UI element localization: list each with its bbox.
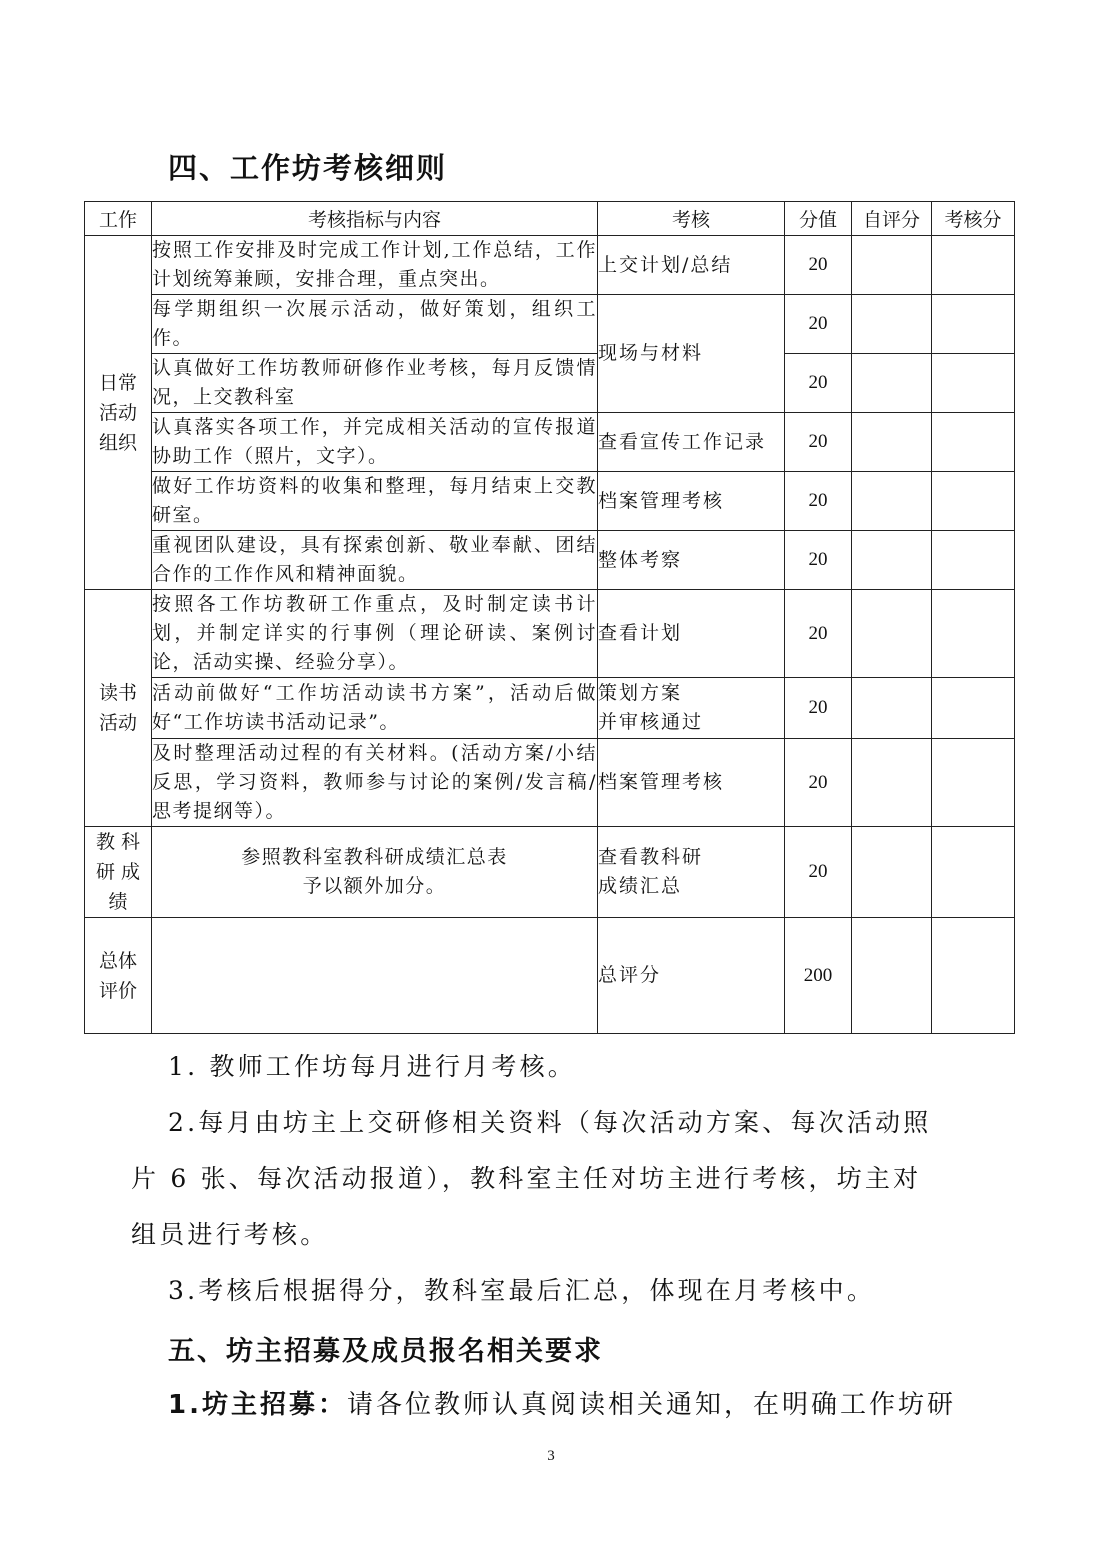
self-score-cell[interactable] xyxy=(852,827,932,918)
score-cell: 20 xyxy=(785,354,852,413)
content-cell xyxy=(152,918,598,1034)
table-row xyxy=(85,739,1015,827)
table-row xyxy=(85,236,1015,295)
score-cell: 20 xyxy=(785,827,852,918)
header-content: 考核指标与内容 xyxy=(152,202,598,236)
self-score-cell[interactable] xyxy=(852,739,932,827)
table-row xyxy=(85,413,1015,472)
note-line-3: 片 6 张、每次活动报道），教科室主任对坊主进行考核，坊主对 xyxy=(131,1164,922,1193)
method-cell: 档案管理考核 xyxy=(598,472,785,531)
final-score-cell[interactable] xyxy=(932,413,1015,472)
note-line-5: 3.考核后根据得分，教科室最后汇总，体现在月考核中。 xyxy=(168,1276,876,1305)
final-score-cell[interactable] xyxy=(932,827,1015,918)
content-cell: 活动前做好“工作坊活动读书方案”，活动后做好“工作坊读书活动记录”。 xyxy=(152,678,598,739)
self-score-cell[interactable] xyxy=(852,295,932,354)
table-row xyxy=(85,918,1015,1034)
method-cell: 策划方案 并审核通过 xyxy=(598,678,785,739)
header-final-score: 考核分 xyxy=(932,202,1015,236)
score-cell: 20 xyxy=(785,590,852,678)
table-row xyxy=(85,531,1015,590)
content-cell: 参照教科室教科研成绩汇总表 予以额外加分。 xyxy=(152,827,598,918)
page-number: 3 xyxy=(547,1448,555,1464)
category-overall: 总体 评价 xyxy=(85,918,152,1034)
score-cell: 20 xyxy=(785,472,852,531)
method-cell: 查看教科研 成绩汇总 xyxy=(598,827,785,918)
final-score-cell[interactable] xyxy=(932,918,1015,1034)
content-cell: 按照各工作坊教研工作重点，及时制定读书计划，并制定详实的行事例（理论研读、案例讨论，活动实操、经验分享）。 xyxy=(152,590,598,678)
self-score-cell[interactable] xyxy=(852,531,932,590)
final-score-cell[interactable] xyxy=(932,236,1015,295)
score-cell: 200 xyxy=(785,918,852,1034)
content-cell: 每学期组织一次展示活动，做好策划，组织工作。 xyxy=(152,295,598,354)
self-score-cell[interactable] xyxy=(852,918,932,1034)
score-cell: 20 xyxy=(785,295,852,354)
table-row xyxy=(85,590,1015,678)
self-score-cell[interactable] xyxy=(852,472,932,531)
category-reading: 读书 活动 xyxy=(85,590,152,827)
content-cell: 重视团队建设，具有探索创新、敬业奉献、团结合作的工作作风和精神面貌。 xyxy=(152,531,598,590)
assessment-table xyxy=(84,201,1015,1034)
content-cell: 及时整理活动过程的有关材料。(活动方案/小结反思，学习资料，教师参与讨论的案例/发言稿/思考提纲等）。 xyxy=(152,739,598,827)
note-line-1: 1. 教师工作坊每月进行月考核。 xyxy=(168,1052,577,1081)
final-score-cell[interactable] xyxy=(932,590,1015,678)
method-cell: 上交计划/总结 xyxy=(598,236,785,295)
table-row xyxy=(85,354,1015,413)
section-title-recruitment: 五、坊主招募及成员报名相关要求 xyxy=(168,1336,603,1367)
method-cell: 查看宣传工作记录 xyxy=(598,413,785,472)
score-cell: 20 xyxy=(785,413,852,472)
category-daily: 日常 活动 组织 xyxy=(85,236,152,590)
recruit-paragraph xyxy=(168,1384,956,1421)
score-cell: 20 xyxy=(785,236,852,295)
content-cell: 认真做好工作坊教师研修作业考核，每月反馈情况，上交教科室 xyxy=(152,354,598,413)
method-cell: 查看计划 xyxy=(598,590,785,678)
table-row xyxy=(85,678,1015,739)
header-method: 考核 xyxy=(598,202,785,236)
self-score-cell[interactable] xyxy=(852,413,932,472)
self-score-cell[interactable] xyxy=(852,678,932,739)
note-line-4: 组员进行考核。 xyxy=(131,1220,329,1249)
score-cell: 20 xyxy=(785,531,852,590)
self-score-cell[interactable] xyxy=(852,236,932,295)
final-score-cell[interactable] xyxy=(932,739,1015,827)
method-cell: 档案管理考核 xyxy=(598,739,785,827)
final-score-cell[interactable] xyxy=(932,678,1015,739)
score-cell: 20 xyxy=(785,739,852,827)
content-cell: 认真落实各项工作，并完成相关活动的宣传报道协助工作（照片，文字）。 xyxy=(152,413,598,472)
final-score-cell[interactable] xyxy=(932,472,1015,531)
table-row xyxy=(85,827,1015,918)
method-cell: 总评分 xyxy=(598,918,785,1034)
final-score-cell[interactable] xyxy=(932,295,1015,354)
self-score-cell[interactable] xyxy=(852,354,932,413)
header-category: 工作 xyxy=(85,202,152,236)
content-cell: 做好工作坊资料的收集和整理，每月结束上交教研室。 xyxy=(152,472,598,531)
score-cell: 20 xyxy=(785,678,852,739)
table-row xyxy=(85,472,1015,531)
self-score-cell[interactable] xyxy=(852,590,932,678)
final-score-cell[interactable] xyxy=(932,354,1015,413)
header-self-score: 自评分 xyxy=(852,202,932,236)
header-score: 分值 xyxy=(785,202,852,236)
method-cell: 整体考察 xyxy=(598,531,785,590)
method-cell: 现场与材料 xyxy=(598,295,785,413)
content-cell: 按照工作安排及时完成工作计划,工作总结，工作计划统筹兼顾，安排合理，重点突出。 xyxy=(152,236,598,295)
note-line-2: 2.每月由坊主上交研修相关资料（每次活动方案、每次活动照 xyxy=(168,1108,932,1137)
recruit-text: 请各位教师认真阅读相关通知，在明确工作坊研 xyxy=(346,1390,956,1420)
section-title: 四、工作坊考核细则 xyxy=(168,151,448,185)
category-research: 教 科 研 成 绩 xyxy=(85,827,152,918)
recruit-label: 1.坊主招募： xyxy=(168,1390,347,1420)
final-score-cell[interactable] xyxy=(932,531,1015,590)
table-row xyxy=(85,295,1015,354)
table-header-row xyxy=(85,202,1015,236)
